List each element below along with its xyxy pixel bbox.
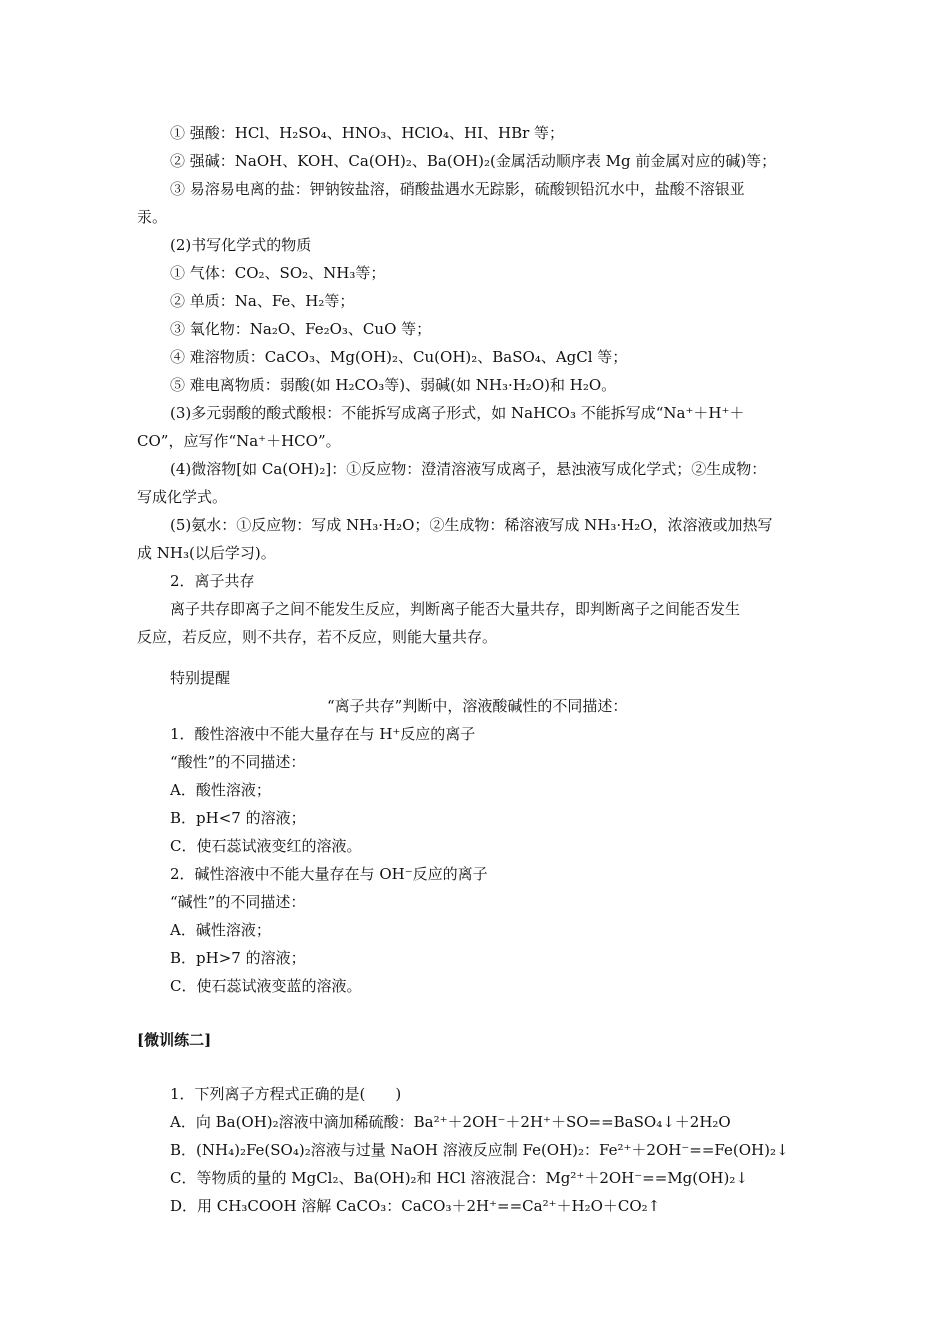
basic-option-c: C．使石蕊试液变蓝的溶液。 [170,977,362,995]
insoluble-line: ④ 难溶物质：CaCO₃、Mg(OH)₂、Cu(OH)₂、BaSO₄、AgCl 等； [170,348,628,366]
acidic-descriptions: “酸性”的不同描述： [170,753,306,771]
acidic-option-c: C．使石蕊试液变红的溶液。 [170,837,362,855]
option-c: C．等物质的量的 MgCl₂、Ba(OH)₂和 HCl 溶液混合：Mg²⁺＋2OH⁻==Mg(OH)₂↓ [170,1169,748,1187]
acidic-option-a: A．酸性溶液； [170,781,271,799]
tip-center-heading: “离子共存”判断中，溶液酸碱性的不同描述： [327,697,628,715]
ammonia-line: (5)氨水：①反应物：写成 NH₃·H₂O；②生成物：稀溶液写成 NH₃·H₂O，浓溶液或加热写 [170,516,773,534]
basic-descriptions: “碱性”的不同描述： [170,893,306,911]
acidic-option-b: B．pH<7 的溶液； [170,809,306,827]
acid-salt-line: (3)多元弱酸的酸式酸根：不能拆写成离子形式，如 NaHCO₃ 不能拆写成“Na⁺＋H⁺＋ [170,404,745,422]
tip-title: 特别提醒 [170,669,231,687]
question-stem: 1．下列离子方程式正确的是( ) [170,1085,402,1103]
ion-coexistence-heading: 2．离子共存 [170,572,255,590]
practice-heading: [微训练二] [137,1031,212,1049]
acidic-item: 1．酸性溶液中不能大量存在与 H⁺反应的离子 [170,725,476,743]
slightly-soluble-line: (4)微溶物[如 Ca(OH)₂]：①反应物：澄清溶液写成离子，悬浊液写成化学式；②生成物： [170,460,767,478]
option-a: A．向 Ba(OH)₂溶液中滴加稀硫酸：Ba²⁺＋2OH⁻＋2H⁺＋SO==BaSO₄↓＋2H₂O [170,1113,731,1131]
strong-base-line: ② 强碱：NaOH、KOH、Ca(OH)₂、Ba(OH)₂(金属活动顺序表 Mg 前金属对应的碱)等； [170,152,777,170]
basic-item: 2．碱性溶液中不能大量存在与 OH⁻反应的离子 [170,865,488,883]
coexistence-paragraph: 离子共存即离子之间不能发生反应，判断离子能否大量共存，即判断离子之间能否发生 [170,600,741,618]
element-line: ② 单质：Na、Fe、H₂等； [170,292,355,310]
basic-option-a: A．碱性溶液； [170,921,271,939]
coexistence-paragraph-cont: 反应，若反应，则不共存，若不反应，则能大量共存。 [137,628,498,646]
soluble-salt-line-cont: 汞。 [137,208,168,226]
soluble-salt-line: ③ 易溶易电离的盐：钾钠铵盐溶，硝酸盐遇水无踪影，硫酸钡铅沉水中，盐酸不溶银亚 [170,180,745,198]
strong-acid-line: ① 强酸：HCl、H₂SO₄、HNO₃、HClO₄、HI、HBr 等； [170,124,565,142]
acid-salt-line-cont: CO”，应写作“Na⁺＋HCO”。 [137,432,341,450]
basic-option-b: B．pH>7 的溶液； [170,949,306,967]
weak-electrolyte-line: ⑤ 难电离物质：弱酸(如 H₂CO₃等)、弱碱(如 NH₃·H₂O)和 H₂O。 [170,376,617,394]
gas-line: ① 气体：CO₂、SO₂、NH₃等； [170,264,386,282]
option-d: D．用 CH₃COOH 溶解 CaCO₃：CaCO₃＋2H⁺==Ca²⁺＋H₂O＋CO₂↑ [170,1197,661,1215]
ammonia-line-cont: 成 NH₃(以后学习)。 [137,544,276,562]
oxide-line: ③ 氧化物：Na₂O、Fe₂O₃、CuO 等； [170,320,432,338]
option-b: B．(NH₄)₂Fe(SO₄)₂溶液与过量 NaOH 溶液反应制 Fe(OH)₂：Fe²⁺＋2OH⁻==Fe(OH)₂↓ [170,1141,789,1159]
formula-substances-heading: (2)书写化学式的物质 [170,236,312,254]
slightly-soluble-line-cont: 写成化学式。 [137,488,228,506]
